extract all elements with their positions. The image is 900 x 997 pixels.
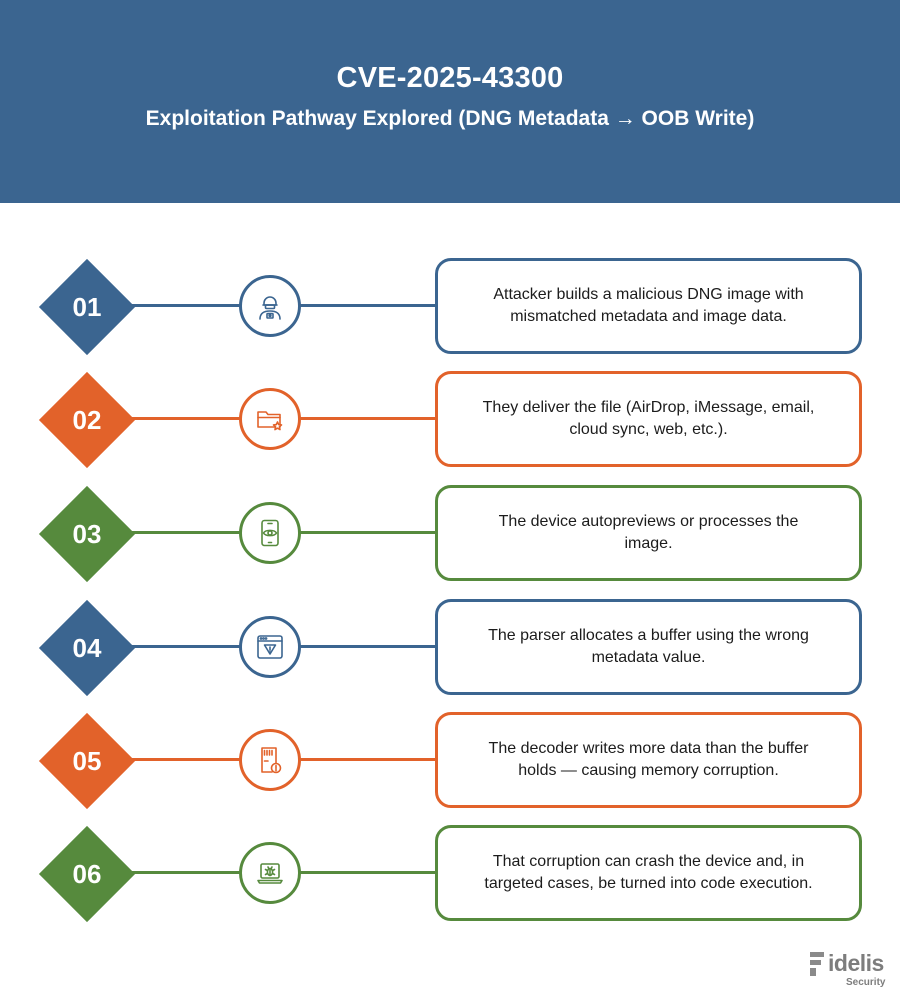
- hacker-icon: [239, 275, 301, 337]
- step-06: [0, 823, 900, 923]
- step-number-diamond: [39, 600, 135, 696]
- step-text: The decoder writes more data than the buffer holds — causing memory corruption.: [488, 740, 809, 779]
- page-title: CVE-2025-43300: [336, 62, 564, 94]
- window-warning-icon: [239, 616, 301, 678]
- laptop-bug-icon: [239, 842, 301, 904]
- step-text: The parser allocates a buffer using the wrong metadata value.: [488, 627, 809, 666]
- step-card: [435, 712, 862, 808]
- memory-card-alert-icon: [239, 729, 301, 791]
- step-04: [0, 597, 900, 697]
- phone-eye-icon: [239, 502, 301, 564]
- fidelis-logo: [808, 948, 888, 990]
- step-03: [0, 483, 900, 583]
- step-text: That corruption can crash the device and, in targeted cases, be turned into code execution.: [484, 853, 813, 892]
- step-card: [435, 485, 862, 581]
- step-card: [435, 371, 862, 467]
- step-card: [435, 825, 862, 921]
- step-number-diamond: [39, 826, 135, 922]
- logo-wordmark: idelis: [828, 950, 884, 976]
- page-subtitle: Exploitation Pathway Explored (DNG Metadata → OOB Write): [145, 107, 755, 130]
- step-number: 05: [72, 745, 102, 776]
- step-number: 06: [72, 858, 102, 889]
- step-number-diamond: [39, 486, 135, 582]
- header-banner: [0, 0, 900, 203]
- step-card: [435, 599, 862, 695]
- logo-mark-icon: [810, 952, 826, 976]
- step-number: 04: [72, 632, 102, 663]
- folder-star-icon: [239, 388, 301, 450]
- step-number: 03: [72, 518, 102, 549]
- step-number-diamond: [39, 713, 135, 809]
- step-number: 01: [72, 291, 102, 322]
- step-number-diamond: [39, 372, 135, 468]
- step-number: 02: [72, 404, 102, 435]
- logo-subtitle: Security: [846, 977, 886, 988]
- step-number-diamond: [39, 259, 135, 355]
- step-card: [435, 258, 862, 354]
- step-text: Attacker builds a malicious DNG image with mismatched metadata and image data.: [493, 286, 804, 325]
- step-02: [0, 369, 900, 469]
- step-text: The device autopreviews or processes the image.: [498, 513, 799, 552]
- step-05: [0, 710, 900, 810]
- step-01: [0, 256, 900, 356]
- step-text: They deliver the file (AirDrop, iMessage, email, cloud sync, web, etc.).: [482, 399, 815, 438]
